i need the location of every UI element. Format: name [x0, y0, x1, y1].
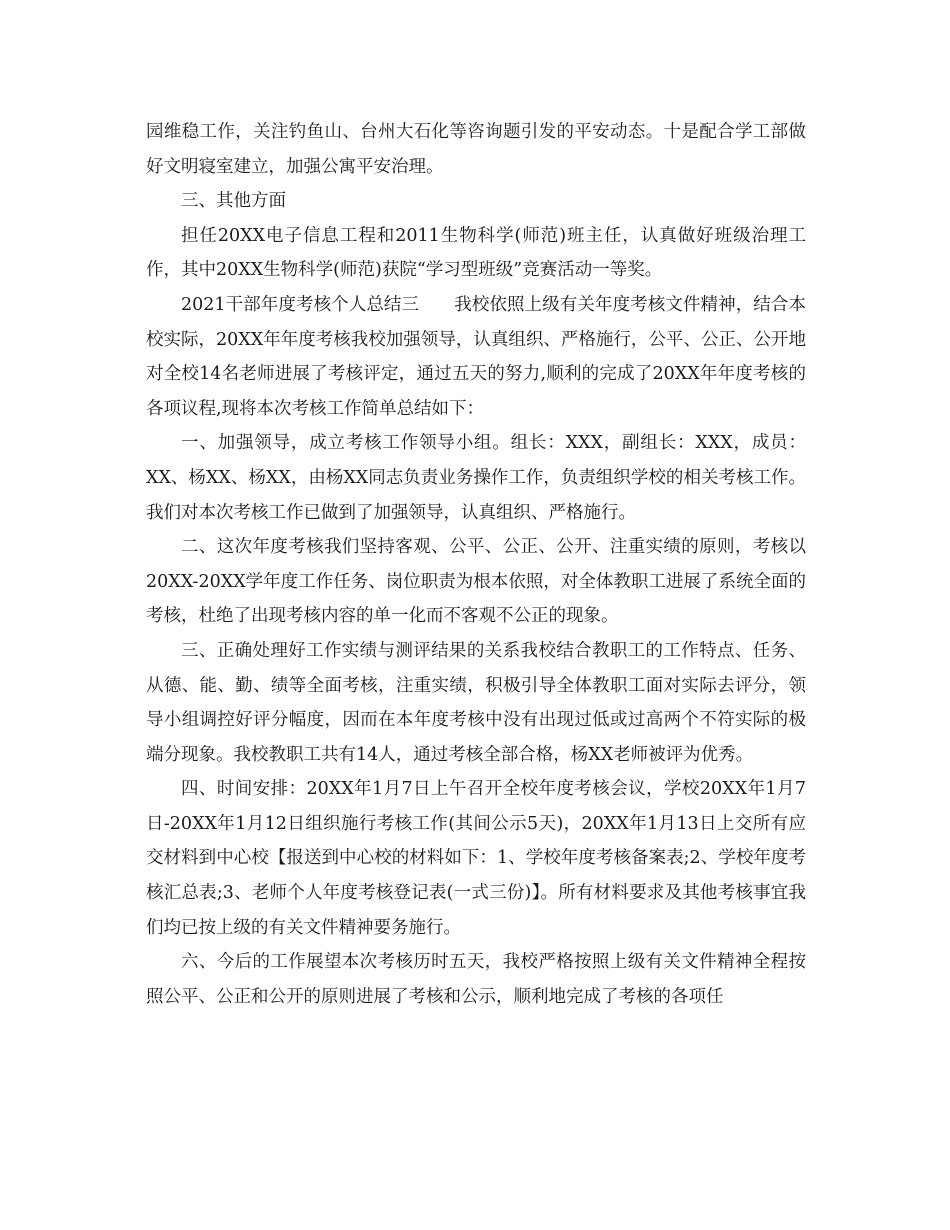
- document-body: [146, 115, 806, 1014]
- paragraph-continued: 园维稳工作，关注钓鱼山、台州大石化等咨询题引发的平安动态。十是配合学工部做好文明寝室建立，加强公寓平安治理。: [146, 122, 806, 177]
- section-heading-other: 三、其他方面: [181, 191, 286, 212]
- paragraph-point-2: 二、这次年度考核我们坚持客观、公平、公正、公开、注重实绩的原则，考核以20XX-20XX学年度工作任务、岗位职责为根本依照，对全体教职工进展了系统全面的考核，杜绝了出现考核内容的单一化而不客观不公正的现象。: [146, 537, 806, 627]
- paragraph-point-6: 六、今后的工作展望本次考核历时五天，我校严格按照上级有关文件精神全程按照公平、公正和公开的原则进展了考核和公示，顺利地完成了考核的各项任: [146, 952, 806, 1007]
- paragraph-point-3: 三、正确处理好工作实绩与测评结果的关系我校结合教职工的工作特点、任务、从德、能、勤、绩等全面考核，注重实绩，积极引导全体教职工面对实际去评分，领导小组调控好评分幅度，因而在本年度考核中没有出现过低或过高两个不符实际的极端分现象。我校教职工共有14人，通过考核全部合格，杨XX老师被评为优秀。: [146, 640, 806, 765]
- paragraph-class-teacher: 担任20XX电子信息工程和2011生物科学(师范)班主任，认真做好班级治理工作，其中20XX生物科学(师范)获院“学习型班级”竞赛活动一等奖。: [146, 225, 806, 281]
- paragraph-point-1: 一、加强领导，成立考核工作领导小组。组长：XXX，副组长：XXX，成员：XX、杨XX、杨XX，由杨XX同志负责业务操作工作，负责组织学校的相关考核工作。我们对本次考核工作已做到了加强领导，认真组织、严格施行。: [146, 433, 806, 523]
- paragraph-summary-intro: 2021干部年度考核个人总结三 我校依照上级有关年度考核文件精神，结合本校实际，20XX年年度考核我校加强领导，认真组织、严格施行，公平、公正、公开地对全校14名老师进展了考核评定，通过五天的努力,顺利的完成了20XX年年度考核的各项议程,现将本次考核工作简单总结如下：: [146, 294, 806, 419]
- paragraph-point-4: 四、时间安排：20XX年1月7日上午召开全校年度考核会议，学校20XX年1月7日-20XX年1月12日组织施行考核工作(其间公示5天)，20XX年1月13日上交所有应交材料到中心校【报送到中心校的材料如下：1、学校年度考核备案表;2、学校年度考核汇总表;3、老师个人年度考核登记表(一式三份)】。所有材料要求及其他考核事宜我们均已按上级的有关文件精神要务施行。: [146, 779, 806, 938]
